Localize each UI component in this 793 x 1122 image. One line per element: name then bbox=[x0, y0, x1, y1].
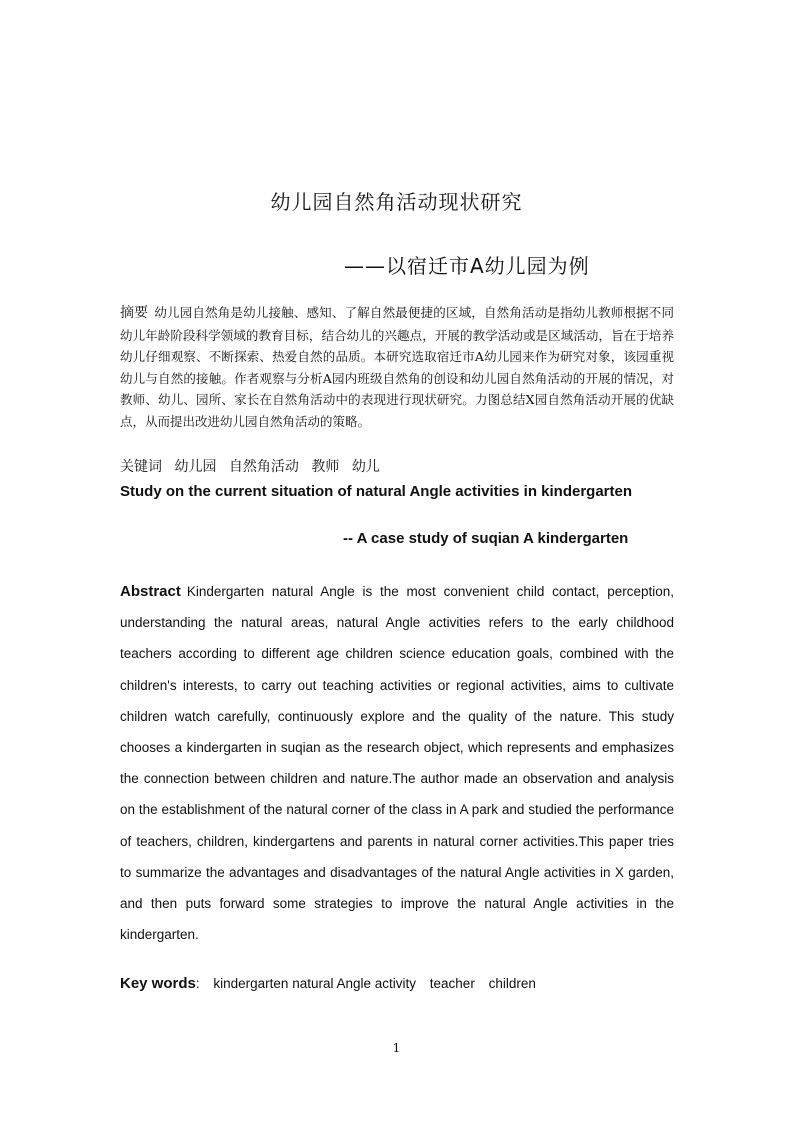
chinese-keywords-label: 关键词 bbox=[120, 459, 162, 475]
english-keyword: children bbox=[488, 976, 536, 991]
page-number: 1 bbox=[392, 1041, 401, 1055]
chinese-abstract bbox=[120, 302, 674, 432]
chinese-keyword: 幼儿园 bbox=[174, 459, 217, 475]
chinese-keyword: 自然角活动 bbox=[228, 459, 299, 475]
english-abstract-text: Kindergarten natural Angle is the most convenient child contact, perception, understanding the natural areas, natural Angle activities refers to the early childhood teachers according to different age children science education goals, combined with the children's interests, to carry out teaching activities or regional activities, aims to cultivate children watch carefully, continuously explore and the quality of the nature. This study chooses a kindergarten in suqian as the research object, which represents and emphasizes the connection between children and nature.The author made an observation and analysis on the establishment of the natural corner of the class in A park and studied the performance of teachers, children, kindergartens and parents in natural corner activities.This paper tries to summarize the advantages and disadvantages of the natural Angle activities in X garden, and then puts forward some strategies to improve the natural Angle activities in the kindergarten. bbox=[120, 584, 674, 943]
english-abstract bbox=[120, 576, 674, 950]
chinese-keyword: 幼儿 bbox=[351, 459, 380, 475]
english-keyword: teacher bbox=[429, 976, 475, 991]
english-keywords-colon: : bbox=[195, 976, 200, 991]
english-keyword: kindergarten natural Angle activity bbox=[213, 976, 417, 991]
english-abstract-label: Abstract bbox=[120, 583, 181, 600]
english-subtitle: -- A case study of suqian A kindergarten bbox=[343, 530, 629, 547]
english-title: Study on the current situation of natural Angle activities in kindergarten bbox=[120, 483, 633, 500]
english-keywords bbox=[120, 975, 536, 992]
chinese-abstract-label: 摘要 bbox=[120, 305, 149, 321]
chinese-abstract-text: 幼儿园自然角是幼儿接触、感知、了解自然最便捷的区域，自然角活动是指幼儿教师根据不同幼儿年龄阶段科学领域的教育目标，结合幼儿的兴趣点，开展的教学活动或是区域活动，旨在于培养幼儿仔细观察、不断探索、热爱自然的品质。本研究选取宿迁市A幼儿园来作为研究对象，该园重视幼儿与自然的接触。作者观察与分析A园内班级自然角的创设和幼儿园自然角活动的开展的情况，对教师、幼儿、园所、家长在自然角活动中的表现进行现状研究。力图总结X园自然角活动开展的优缺点，从而提出改进幼儿园自然角活动的策略。 bbox=[120, 305, 674, 429]
chinese-title: 幼儿园自然角活动现状研究 bbox=[270, 190, 523, 214]
chinese-keywords bbox=[120, 456, 380, 476]
chinese-keyword: 教师 bbox=[311, 459, 340, 475]
chinese-subtitle: ——以宿迁市A幼儿园为例 bbox=[344, 254, 590, 278]
english-keywords-label: Key words bbox=[120, 975, 196, 992]
